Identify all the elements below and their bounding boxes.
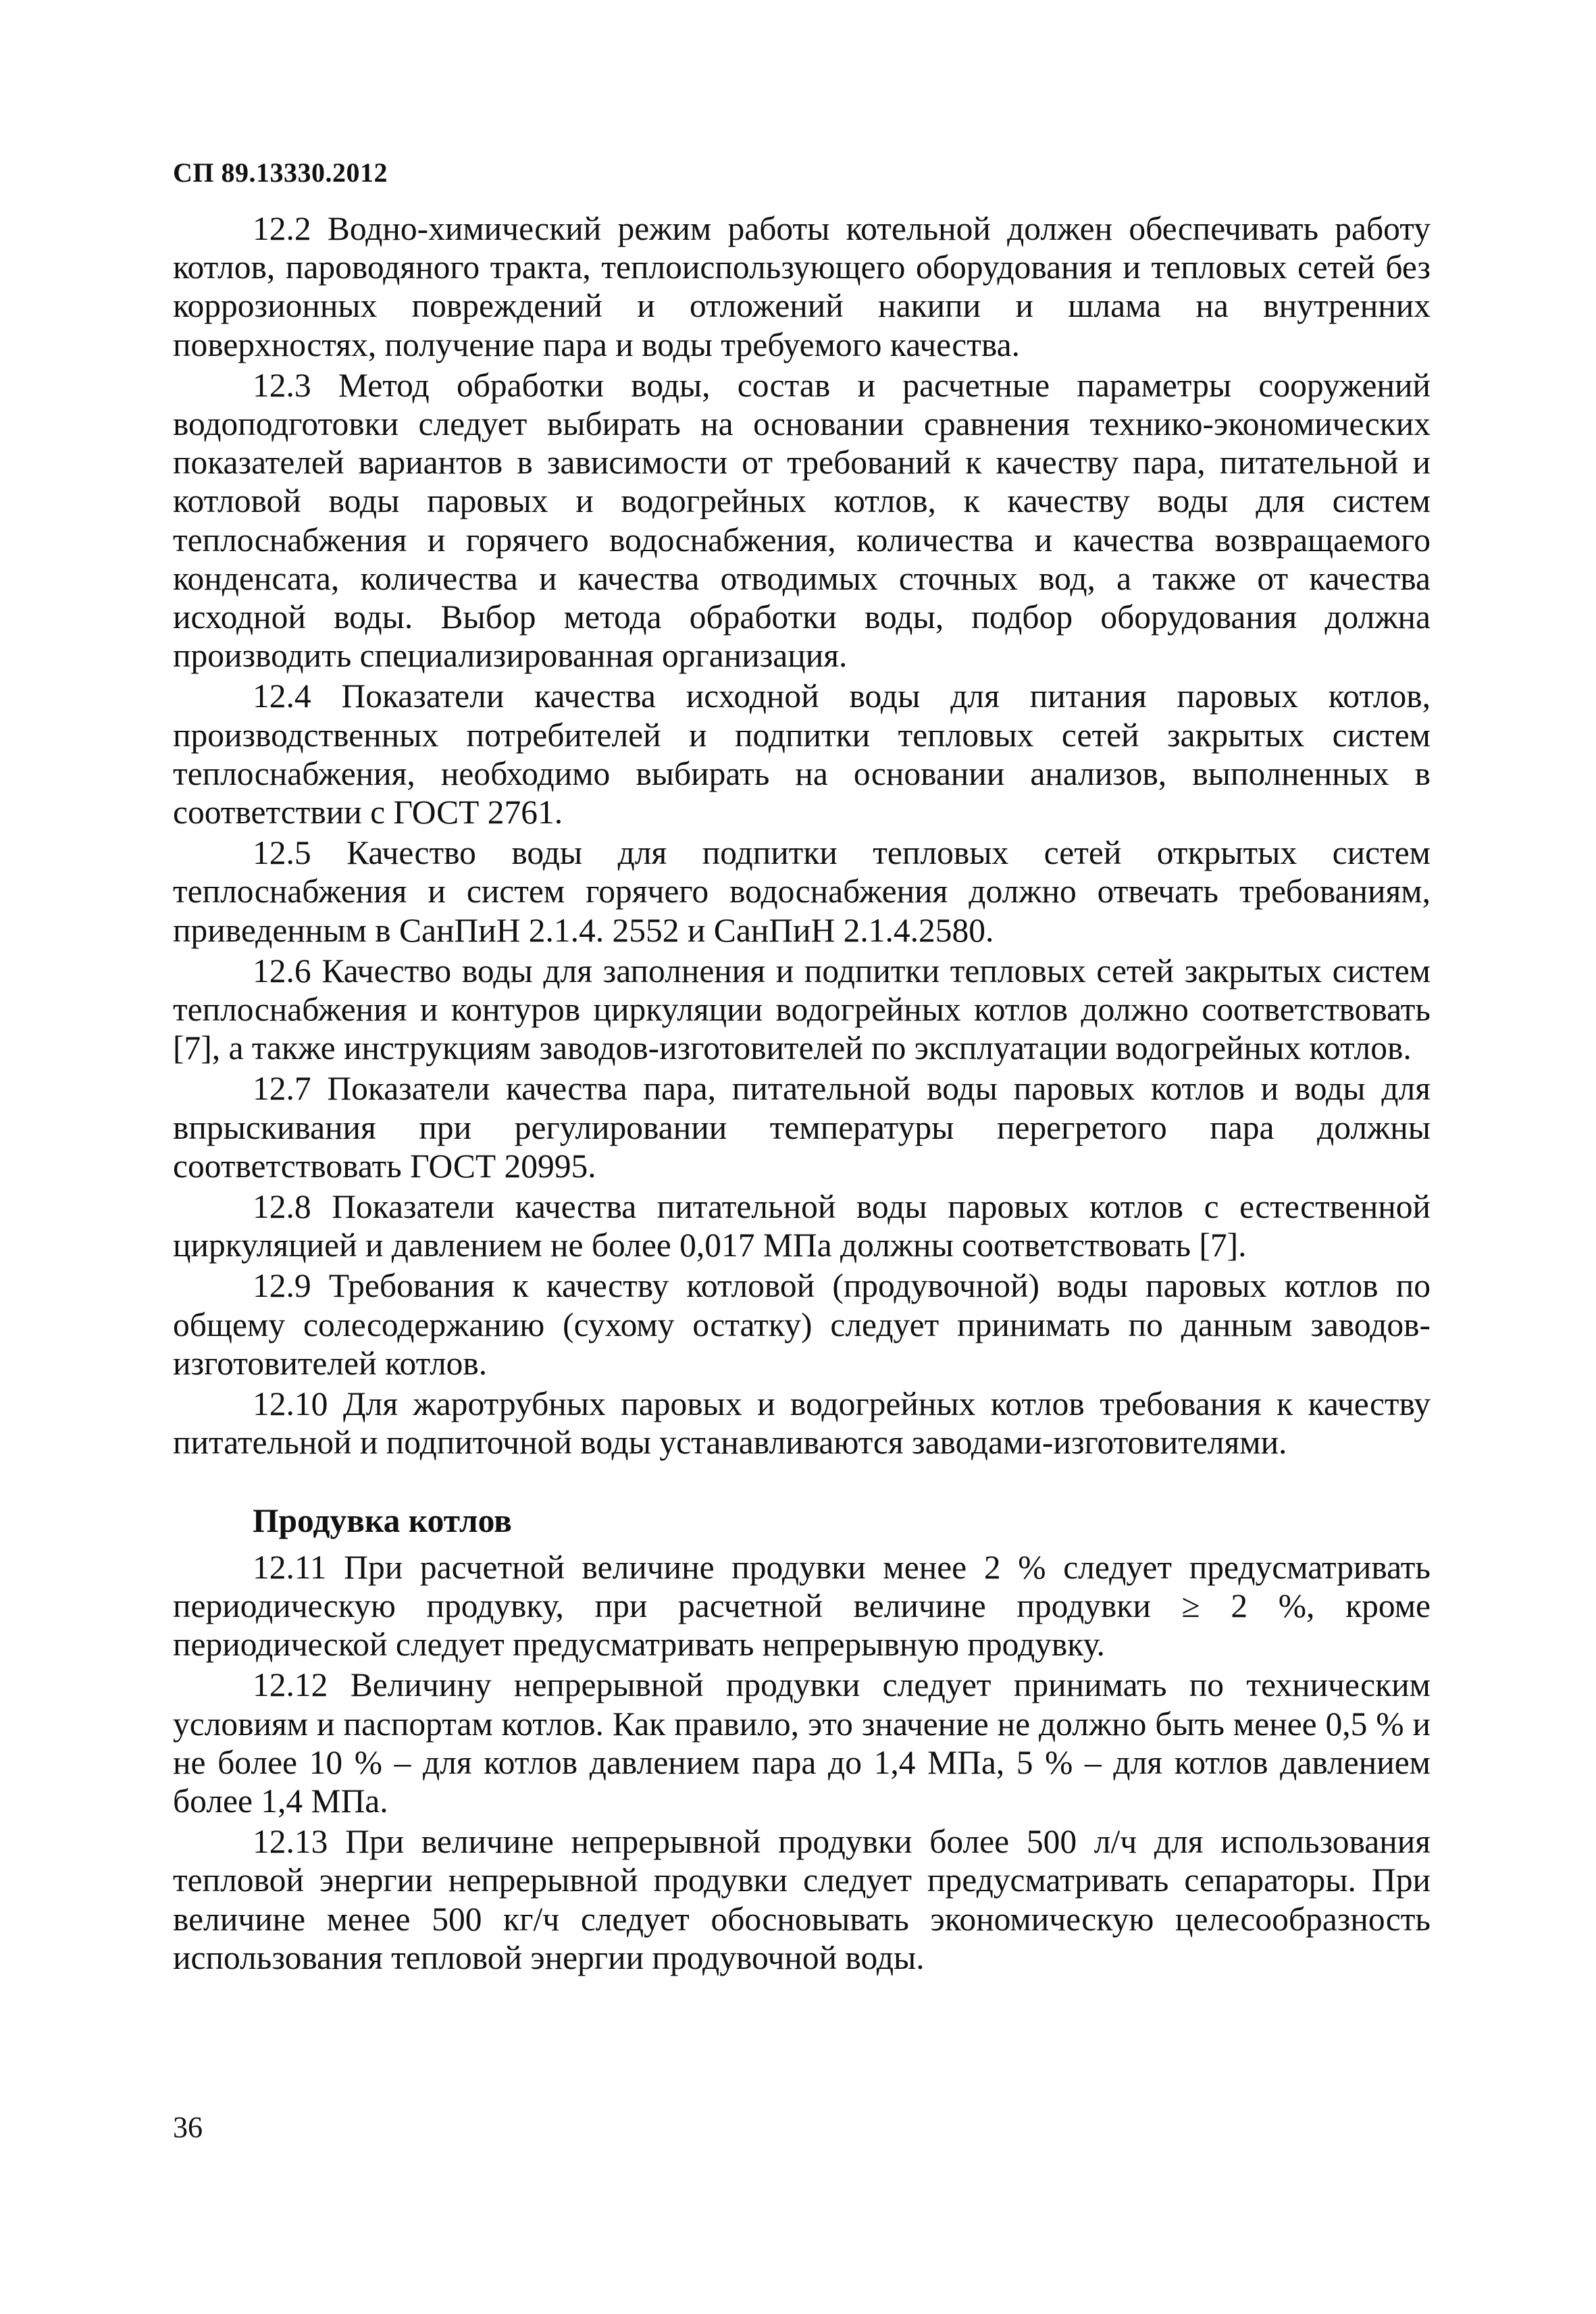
section-heading: Продувка котлов: [253, 1501, 512, 1539]
paragraph-12-2: 12.2 Водно-химический режим работы котельной должен обеспечивать работу котлов, пароводяного тракта, теплоиспользующего оборудования и тепловых сетей без коррозионных повреждений и отложений накипи и шлама на внутренних поверхностях, получение пара и воды требуемого качества.: [173, 210, 1431, 363]
page-number: 36: [173, 2111, 203, 2144]
document-body: [173, 209, 1431, 1979]
paragraph-12-11: 12.11 При расчетной величине продувки менее 2 % следует предусматривать периодическую продувку, при расчетной величине продувки ≥ 2 %, кроме периодической следует предусматривать непрерывную продувку.: [173, 1548, 1431, 1664]
document-code: СП 89.13330.2012: [173, 157, 388, 188]
paragraph-12-7: 12.7 Показатели качества пара, питательной воды паровых котлов и воды для впрыскивания при регулировании температуры перегретого пара должны соответствовать ГОСТ 20995.: [173, 1070, 1431, 1185]
paragraph-12-12: 12.12 Величину непрерывной продувки следует принимать по техническим условиям и паспортам котлов. Как правило, это значение не должно быть менее 0,5 % и не более 10 % – для котлов давлением пара до 1,4 МПа, 5 % – для котлов давлением более 1,4 МПа.: [173, 1666, 1431, 1820]
paragraph-12-8: 12.8 Показатели качества питательной воды паровых котлов с естественной циркуляцией и давлением не более 0,017 МПа должны соответствовать [7].: [173, 1188, 1431, 1264]
paragraph-12-5: 12.5 Качество воды для подпитки тепловых сетей открытых систем теплоснабжения и систем горячего водоснабжения должно отвечать требованиям, приведенным в СанПиН 2.1.4. 2552 и СанПиН 2.1.4.2580.: [173, 834, 1431, 949]
paragraph-12-10: 12.10 Для жаротрубных паровых и водогрейных котлов требования к качеству питательной и подпиточной воды устанавливаются заводами-изготовителями.: [173, 1385, 1431, 1462]
paragraph-12-3: 12.3 Метод обработки воды, состав и расчетные параметры сооружений водоподготовки следует выбирать на основании сравнения технико-экономических показателей вариантов в зависимости от требований к качеству пара, питательной и котловой воды паровых и водогрейных котлов, к качеству воды для систем теплоснабжения и горячего водоснабжения, количества и качества возвращаемого конденсата, количества и качества отводимых сточных вод, а также от качества исходной воды. Выбор метода обработки воды, подбор оборудования должна производить специализированная организация.: [173, 366, 1431, 675]
paragraph-12-13: 12.13 При величине непрерывной продувки более 500 л/ч для использования тепловой энергии непрерывной продувки следует предусматривать сепараторы. При величине менее 500 кг/ч следует обосновывать экономическую целесообразность использования тепловой энергии продувочной воды.: [173, 1823, 1431, 1976]
paragraph-12-4: 12.4 Показатели качества исходной воды для питания паровых котлов, производственных потребителей и подпитки тепловых сетей закрытых систем теплоснабжения, необходимо выбирать на основании анализов, выполненных в соответствии с ГОСТ 2761.: [173, 677, 1431, 831]
paragraph-12-9: 12.9 Требования к качеству котловой (продувочной) воды паровых котлов по общему солесодержанию (сухому остатку) следует принимать по данным заводов-изготовителей котлов.: [173, 1267, 1431, 1382]
paragraph-12-6: 12.6 Качество воды для заполнения и подпитки тепловых сетей закрытых систем теплоснабжения и контуров циркуляции водогрейных котлов должно соответствовать [7], а также инструкциям заводов-изготовителей по эксплуатации водогрейных котлов.: [173, 952, 1431, 1067]
